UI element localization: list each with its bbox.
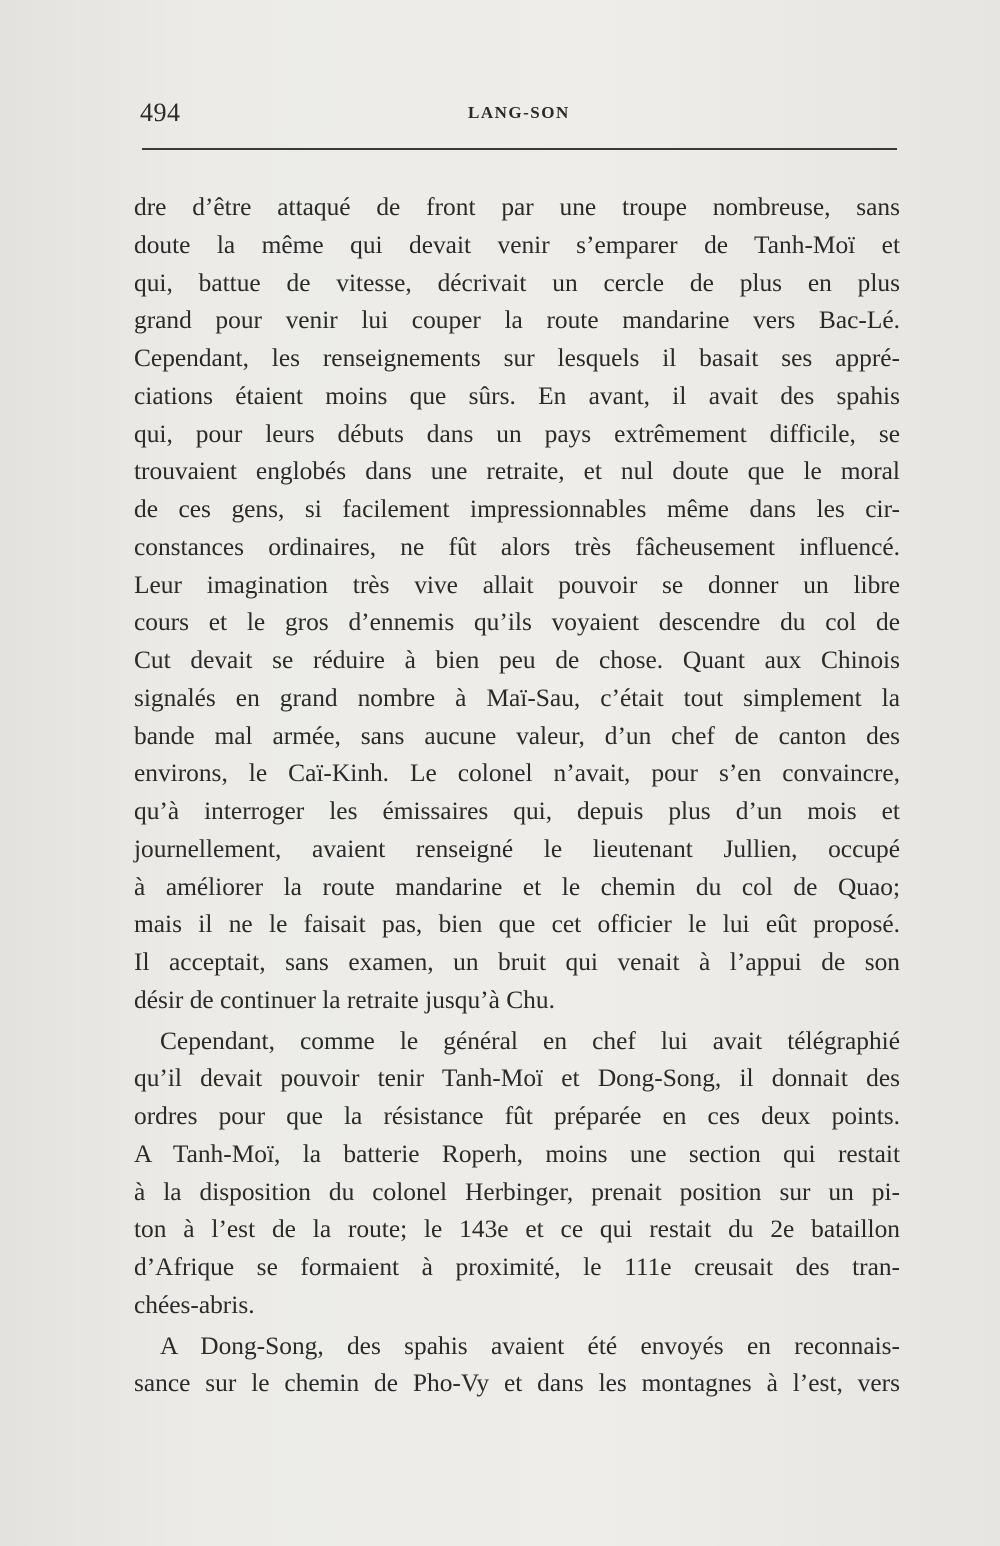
- text-line: dre d’être attaqué de front par une troupe nombreuse, sans: [134, 193, 900, 221]
- text-line: ton à l’est de la route; le 143e et ce qui restait du 2e bataillon: [134, 1215, 900, 1244]
- text-line: qu’à interroger les émissaires qui, depuis plus d’un mois et: [134, 797, 900, 825]
- text-line: qui, pour leurs débuts dans un pays extrêmement difficile, se: [134, 419, 900, 448]
- running-head: [140, 98, 896, 138]
- text-line: chées-abris.: [134, 1290, 255, 1319]
- text-line: trouvaient englobés dans une retraite, et nul doute que le moral: [134, 457, 900, 486]
- text-line: qui, battue de vitesse, décrivait un cercle de plus en plus: [134, 268, 900, 297]
- text-line: de ces gens, si facilement impressionnables même dans les cir-: [134, 495, 900, 523]
- paragraph-1: [134, 189, 900, 1020]
- text-line: d’Afrique se formaient à proximité, le 111e creusait des tran-: [134, 1253, 900, 1281]
- running-title: LANG-SON: [468, 103, 570, 122]
- text-line: grand pour venir lui couper la route mandarine vers Bac-Lé.: [134, 306, 900, 335]
- paragraph-2: [134, 1023, 900, 1325]
- text-line: constances ordinaires, ne fût alors très fâcheusement influencé.: [134, 532, 900, 561]
- text-line: Il acceptait, sans examen, un bruit qui venait à l’appui de son: [134, 948, 900, 976]
- paragraph-3: [134, 1328, 900, 1404]
- text-line: Leur imagination très vive allait pouvoir se donner un libre: [134, 570, 900, 599]
- text-line: à améliorer la route mandarine et le chemin du col de Quao;: [134, 872, 900, 901]
- text-line: journellement, avaient renseigné le lieutenant Jullien, occupé: [134, 834, 900, 863]
- text-line: sance sur le chemin de Pho-Vy et dans les montagnes à l’est, vers: [134, 1369, 900, 1398]
- text-line: à la disposition du colonel Herbinger, prenait position sur un pi-: [134, 1177, 900, 1206]
- text-line: ordres pour que la résistance fût préparée en ces deux points.: [134, 1102, 900, 1130]
- header-rule: [142, 148, 897, 150]
- text-line: Cut devait se réduire à bien peu de chose. Quant aux Chinois: [134, 646, 900, 674]
- text-line: bande mal armée, sans aucune valeur, d’un chef de canton des: [134, 721, 900, 750]
- text-line: mais il ne le faisait pas, bien que cet officier le lui eût proposé.: [134, 910, 900, 939]
- text-line: qu’il devait pouvoir tenir Tanh-Moï et Dong-Song, il donnait des: [134, 1064, 900, 1093]
- text-line: Cependant, les renseignements sur lesquels il basait ses appré-: [134, 344, 900, 372]
- text-line: Cependant, comme le général en chef lui avait télégraphié: [160, 1026, 900, 1055]
- text-line: désir de continuer la retraite jusqu’à Chu.: [134, 985, 555, 1014]
- text-line: environs, le Caï-Kinh. Le colonel n’avait, pour s’en convaincre,: [134, 759, 900, 788]
- body-text: [134, 189, 900, 1403]
- text-line: ciations étaient moins que sûrs. En avant, il avait des spahis: [134, 381, 900, 410]
- text-line: A Tanh-Moï, la batterie Roperh, moins une section qui restait: [134, 1139, 900, 1168]
- text-line: A Dong-Song, des spahis avaient été envoyés en reconnais-: [160, 1331, 900, 1360]
- text-line: cours et le gros d’ennemis qu’ils voyaient descendre du col de: [134, 608, 900, 637]
- page-number: 494: [140, 98, 181, 127]
- text-line: signalés en grand nombre à Maï-Sau, c’était tout simplement la: [134, 683, 900, 712]
- text-line: doute la même qui devait venir s’emparer de Tanh-Moï et: [134, 230, 900, 259]
